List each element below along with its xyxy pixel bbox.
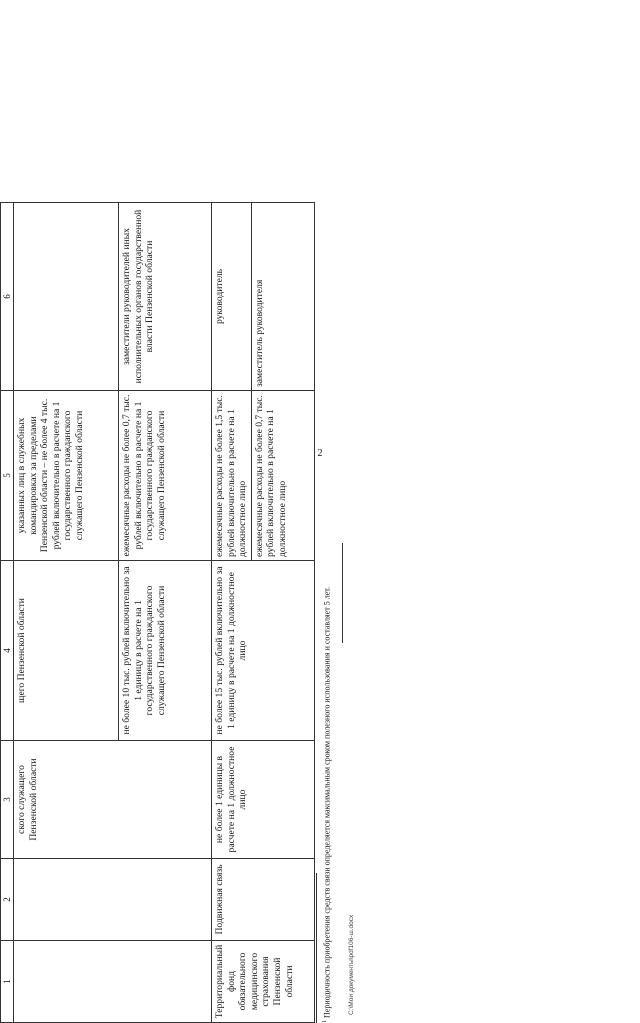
table-cell: заместители руководителей иных исполнительных органов государственной власти Пензенской области [119, 203, 212, 391]
table-cell [14, 859, 212, 941]
table-cell: заместитель руководителя [251, 203, 314, 391]
table-cell: не более 15 тыс. рублей включительно за 1 единицу в расчете на 1 должностное лицо [212, 561, 315, 741]
page-number: 2 [317, 448, 323, 459]
table-cell: ского служащего Пензенской области [14, 741, 212, 859]
footnote-rule [316, 873, 317, 1023]
column-number: 1 [1, 941, 14, 1023]
table-cell [14, 941, 212, 1023]
footnote [320, 203, 333, 1023]
table-cell: не более 1 единицы в расчете на 1 должностное лицо [212, 741, 315, 859]
footnote-marker: 1 [322, 1020, 328, 1023]
file-path: C:\Мои документы\pdf106-ш.docx [348, 914, 355, 1015]
table-cell: руководитель [212, 203, 252, 391]
table-row-tfoms [212, 203, 252, 1023]
separator-line [342, 543, 343, 643]
column-number: 6 [1, 203, 14, 391]
rotated-page-content [0, 203, 370, 1023]
table-cell: не более 10 тыс. рублей включительно за 1 единицу в расчете на 1 государственного гражданского служащего Пензенской области [119, 561, 212, 741]
table-row-continued [14, 203, 119, 1023]
column-number: 5 [1, 391, 14, 561]
footnote-text: Периодичность приобретения средств связи определяется максимальным сроком полезного использования и составляет 5 лет. [322, 586, 332, 1018]
table-cell: ежемесячные расходы не более 0,7 тыс. рублей включительно в расчете на 1 государственного гражданского служащего Пензенской области [119, 391, 212, 561]
table-cell: ежемесячные расходы не более 0,7 тыс. рублей включительно в расчете на 1 должностное лицо [251, 391, 314, 561]
norms-table [0, 202, 315, 1023]
table-cell [14, 203, 119, 391]
table-cell: щего Пензенской области [14, 561, 119, 741]
column-number-row [1, 203, 14, 1023]
table-cell: ежемесячные расходы не более 1,5 тыс. рублей включительно в расчете на 1 должностное лицо [212, 391, 252, 561]
column-number: 2 [1, 859, 14, 941]
table-cell: указанных лиц в служебных командировках за пределами Пензенской области – не более 4 тыс. рублей включительно в расчете на 1 государственного гражданского служащего Пензенской области [14, 391, 119, 561]
table-cell: Территориальный фонд обязательного медицинского страхования Пензенской области [212, 941, 315, 1023]
column-number: 4 [1, 561, 14, 741]
column-number: 3 [1, 741, 14, 859]
table-cell: Подвижная связь [212, 859, 315, 941]
